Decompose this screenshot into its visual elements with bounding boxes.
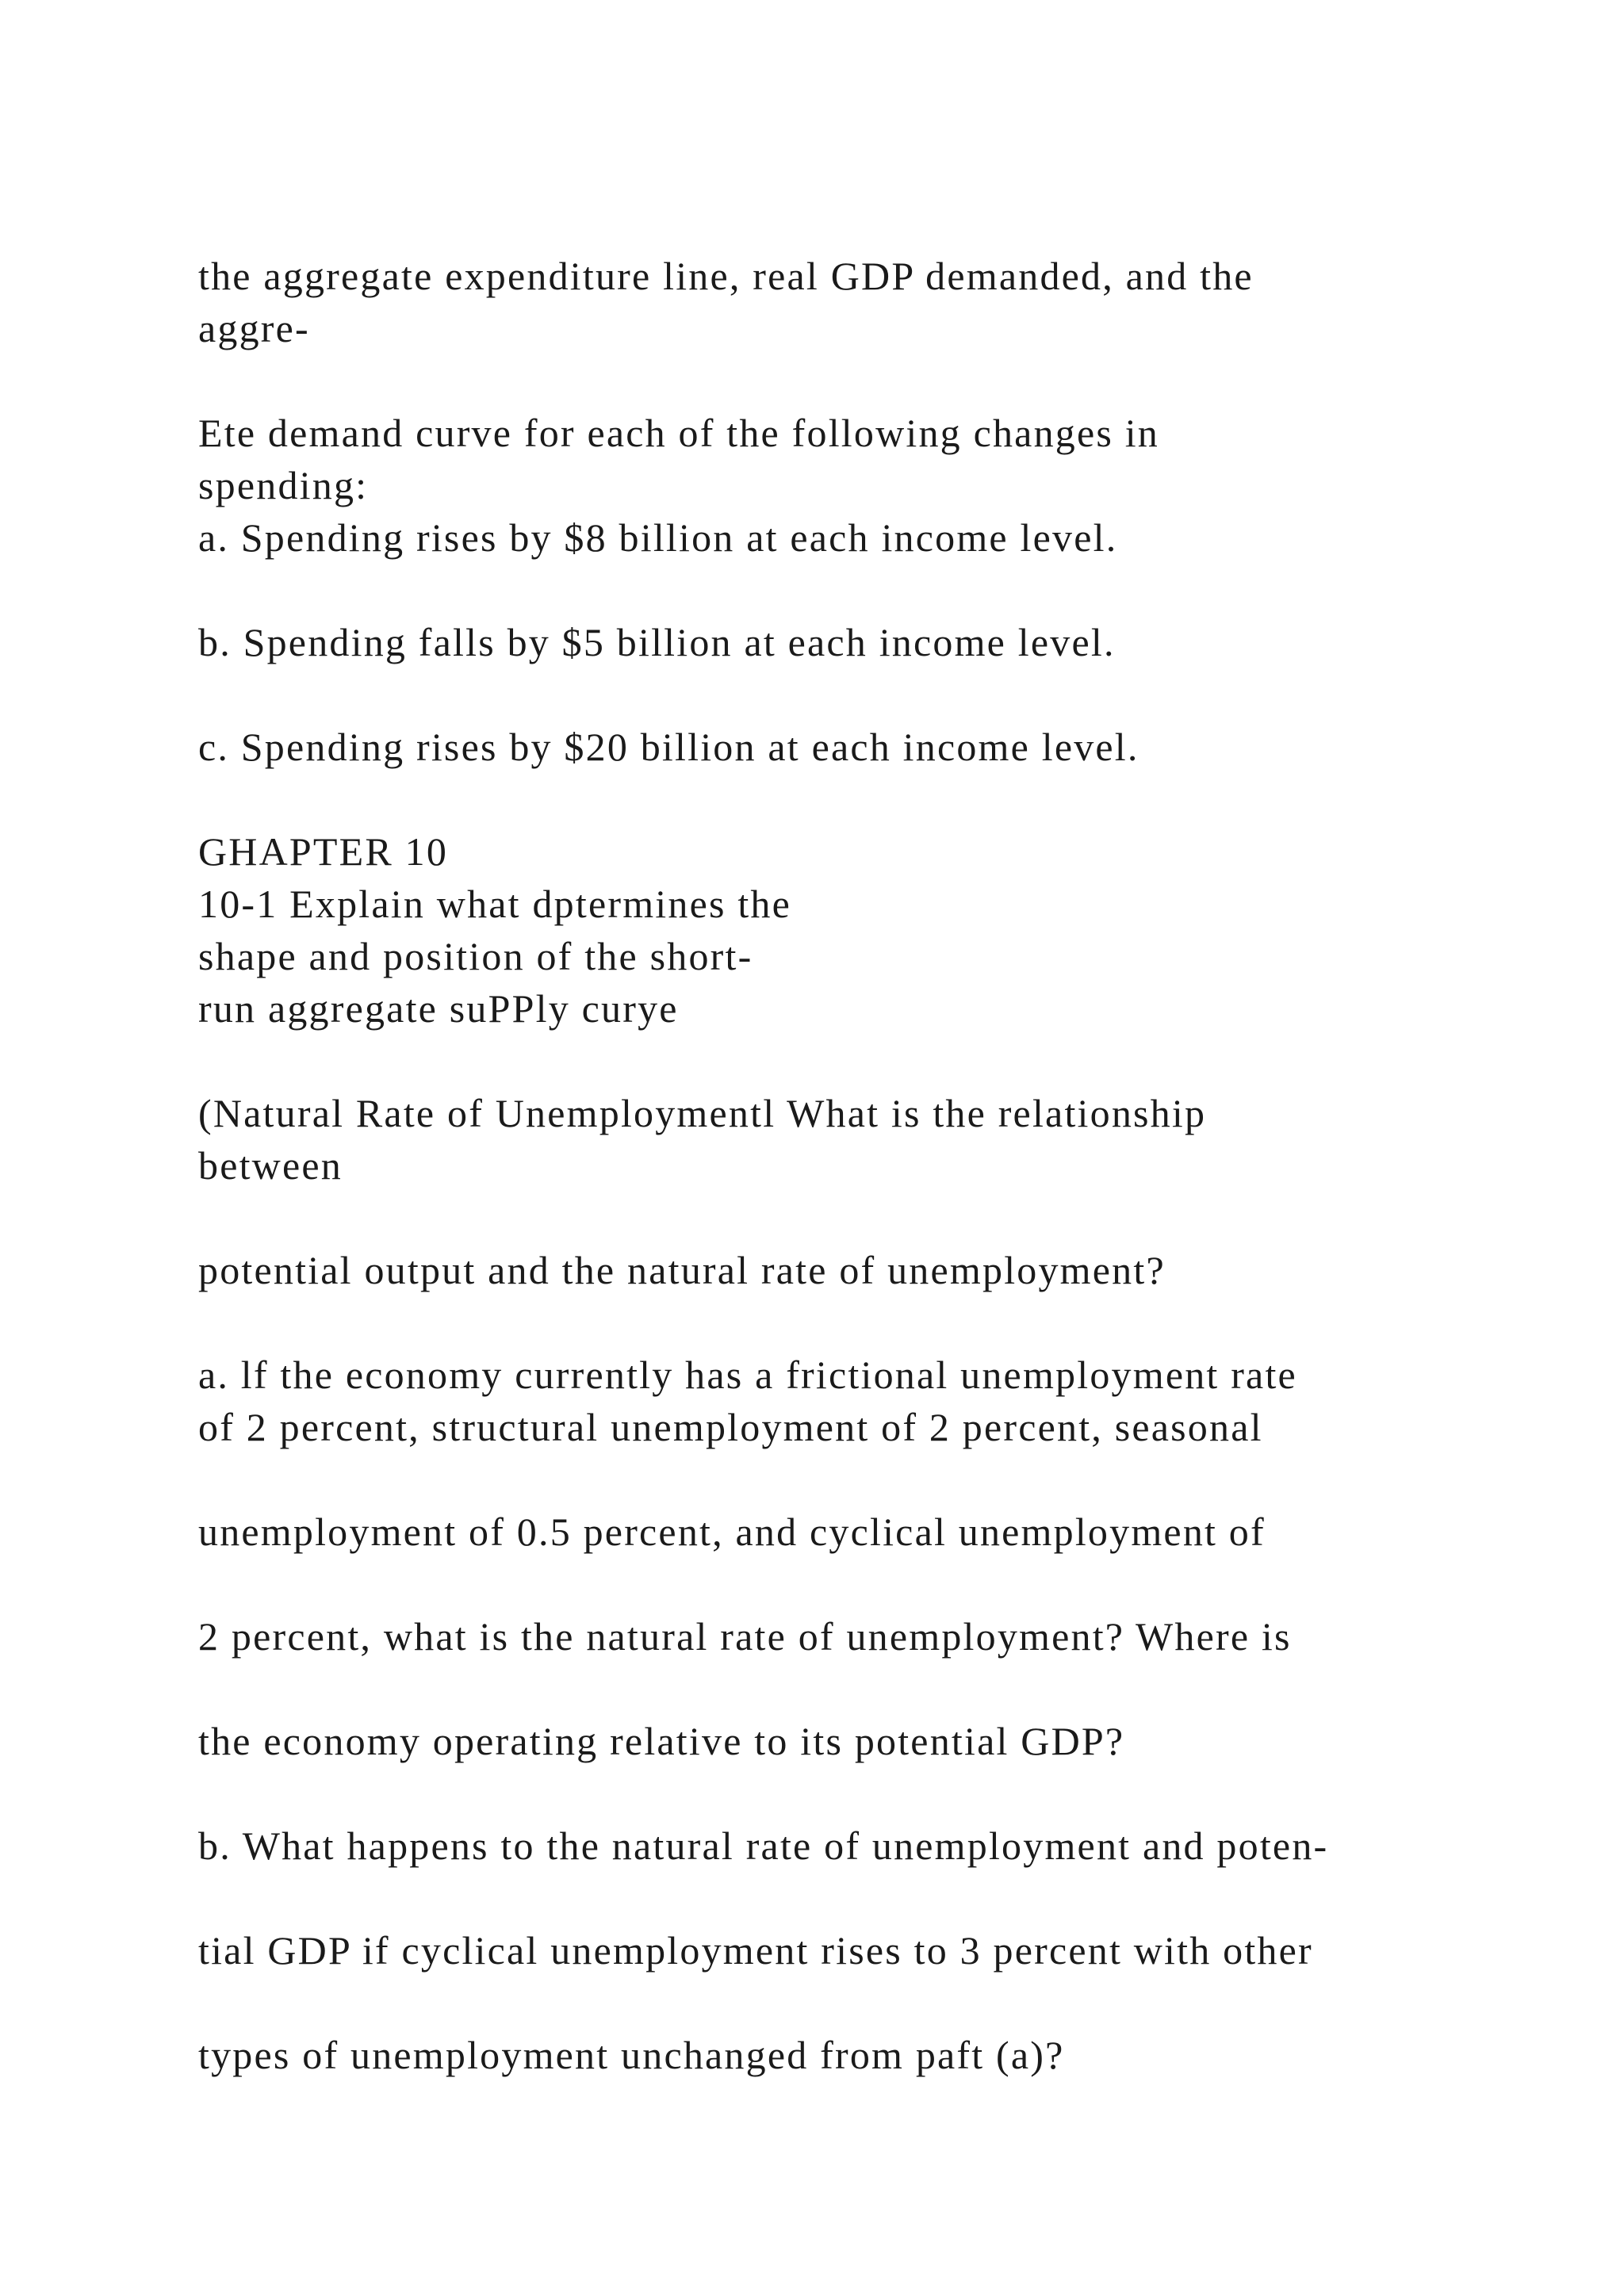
text-line: unemployment of 0.5 percent, and cyclical unemployment of [198, 1510, 1266, 1554]
text-line: aggre- [198, 306, 310, 350]
text-line: 10-1 Explain what dptermines the [198, 882, 792, 926]
text-line: the aggregate expenditure line, real GDP demanded, and the [198, 254, 1254, 298]
text-line: the economy operating relative to its potential GDP? [198, 1719, 1125, 1763]
text-line: spending: [198, 463, 369, 507]
text-line: b. Spending falls by $5 billion at each income level. [198, 620, 1116, 664]
text-line: a. Spending rises by $8 billion at each income level. [198, 515, 1118, 560]
text-line: between [198, 1143, 343, 1188]
text-line: a. lf the economy currently has a frictional unemployment rate [198, 1353, 1297, 1397]
text-line: tial GDP if cyclical unemployment rises to 3 percent with other [198, 1928, 1313, 1973]
text-line: of 2 percent, structural unemployment of 2 percent, seasonal [198, 1405, 1263, 1449]
text-line: potential output and the natural rate of unemployment? [198, 1248, 1166, 1292]
text-line: 2 percent, what is the natural rate of unemployment? Where is [198, 1614, 1292, 1659]
text-line: types of unemployment unchanged from paft (a)? [198, 2033, 1065, 2077]
text-line: (Natural Rate of Unemploymentl What is the relationship [198, 1091, 1207, 1135]
chapter-heading: GHAPTER 10 [198, 829, 449, 874]
text-line: shape and position of the short- [198, 934, 753, 978]
text-line: run aggregate suPPly curye [198, 986, 679, 1031]
text-line: c. Spending rises by $20 billion at each income level. [198, 725, 1139, 769]
text-line: b. What happens to the natural rate of unemployment and poten- [198, 1823, 1329, 1868]
text-line: Ete demand curve for each of the following changes in [198, 411, 1160, 455]
